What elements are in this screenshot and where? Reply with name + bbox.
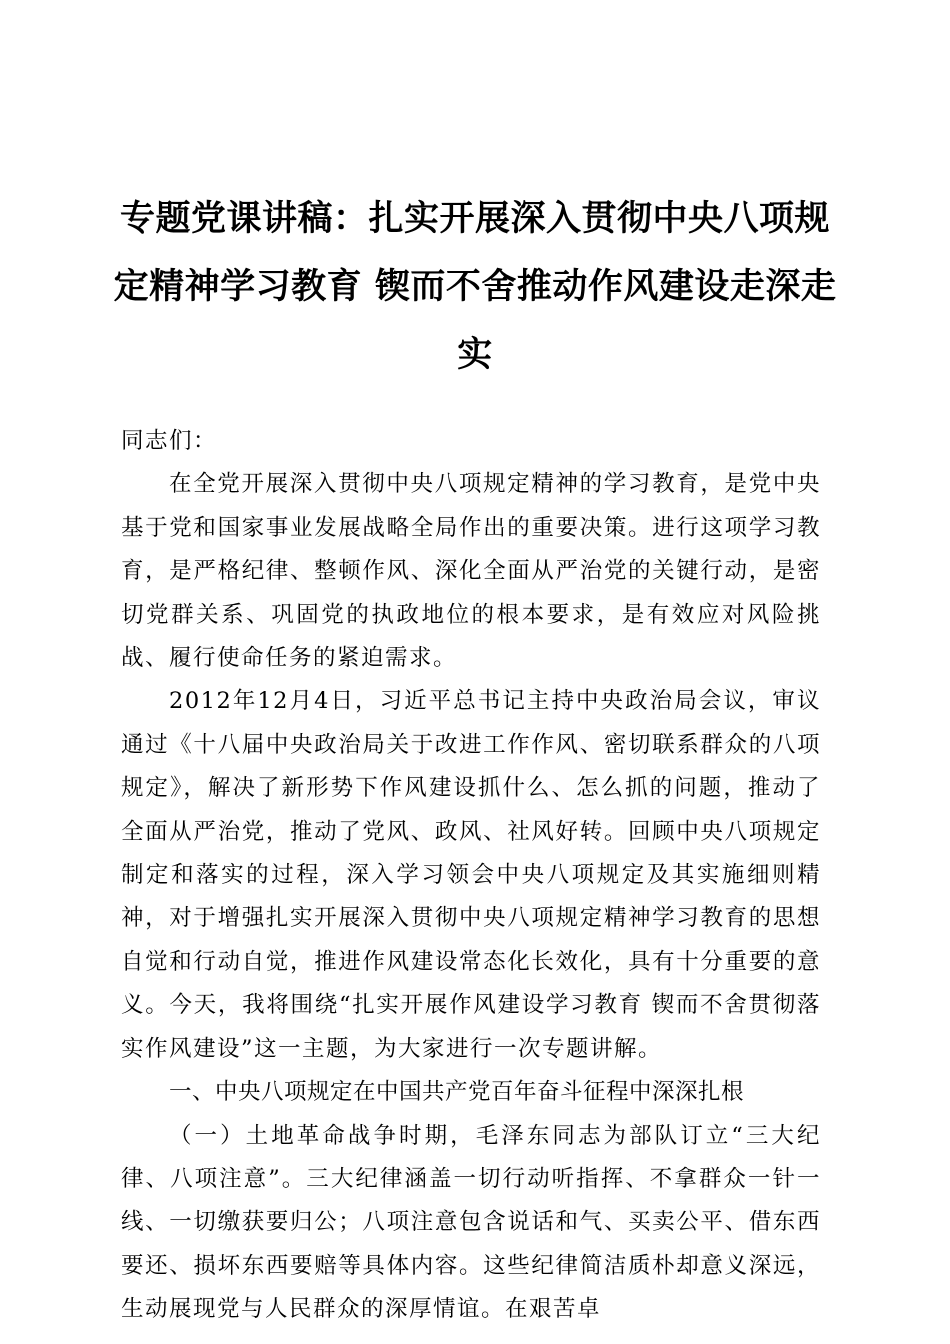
document-title: 专题党课讲稿：扎实开展深入贯彻中央八项规定精神学习教育 锲而不舍推动作风建设走深走实 [113,199,837,375]
salutation: 同志们： [121,428,218,454]
document-body [121,420,821,1332]
section-heading: 一、中央八项规定在中国共产党百年奋斗征程中深深扎根 [169,1079,745,1106]
paragraph-intro: 在全党开展深入贯彻中央八项规定精神的学习教育，是党中央基于党和国家事业发展战略全局作出的重要决策。进行这项学习教育，是严格纪律、整顿作风、深化全面从严治党的关键行动，是密切党群关系、巩固党的执政地位的根本要求，是有效应对风险挑战、履行使命任务的紧迫需求。 [121,471,821,672]
paragraph-history: 2012年12月4日，习近平总书记主持中央政治局会议，审议通过《十八届中央政治局关于改进工作作风、密切联系群众的八项规定》，解决了新形势下作风建设抓什么、怎么抓的问题，推动了全面从严治党，推动了党风、政风、社风好转。回顾中央八项规定制定和落实的过程，深入学习领会中央八项规定及其实施细则精神，对于增强扎实开展深入贯彻中央八项规定精神学习教育的思想自觉和行动自觉，推进作风建设常态化长效化，具有十分重要的意义。今天，我将围绕“扎实开展作风建设学习教育 锲而不舍贯彻落实作风建设”这一主题，为大家进行一次专题讲解。 [121,688,821,1062]
section-paragraph: （一）土地革命战争时期，毛泽东同志为部队订立“三大纪律、八项注意”。三大纪律涵盖一切行动听指挥、不拿群众一针一线、一切缴获要归公；八项注意包含说话和气、买卖公平、借东西要还、损坏东西要赔等具体内容。这些纪律简洁质朴却意义深远，生动展现党与人民群众的深厚情谊。在艰苦卓 [121,1122,821,1323]
